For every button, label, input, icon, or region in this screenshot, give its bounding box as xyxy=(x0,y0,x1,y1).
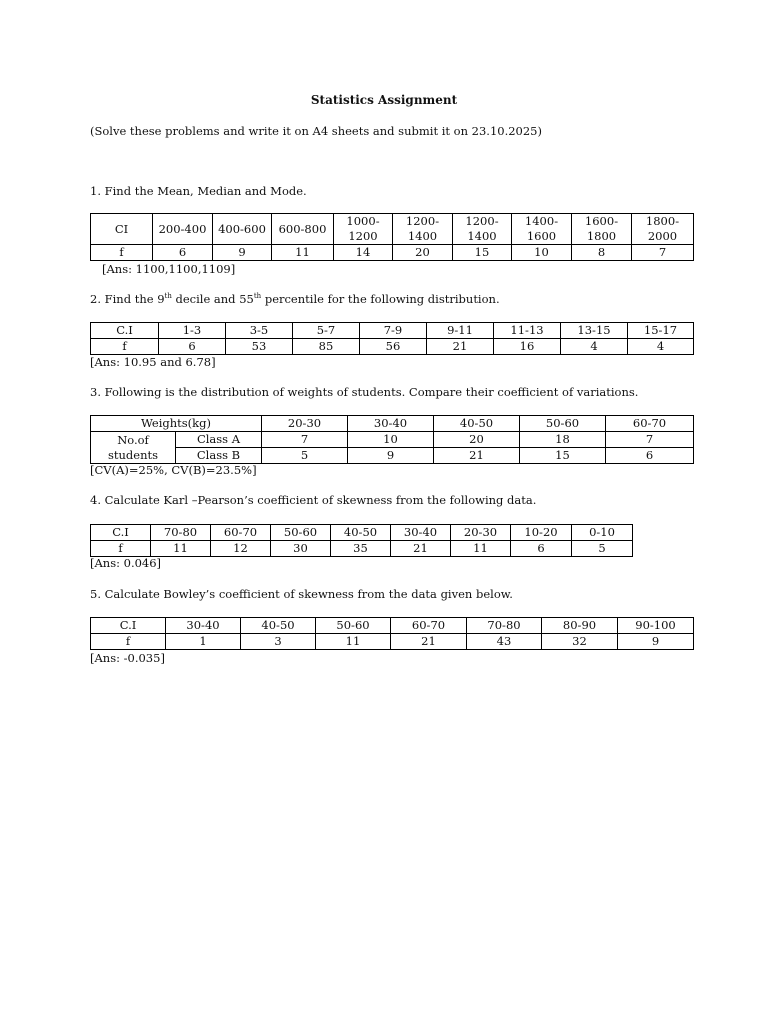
table-header-row xyxy=(91,525,633,541)
table-cell: C.I xyxy=(91,525,151,541)
superscript: th xyxy=(164,292,172,301)
table-cell: 6 xyxy=(511,541,572,557)
table-cell: 4 xyxy=(628,339,694,355)
table-cell: 13-15 xyxy=(561,323,628,339)
question-1-answer: [Ans: 1100,1100,1109] xyxy=(102,262,236,276)
table-cell: 80-90 xyxy=(542,618,618,634)
table-cell: 21 xyxy=(427,339,494,355)
table-cell: 7-9 xyxy=(360,323,427,339)
table-cell xyxy=(453,214,512,245)
table-cell: 5 xyxy=(262,448,348,464)
table-cell: Class B xyxy=(176,448,262,464)
superscript: th xyxy=(253,292,262,301)
table-cell xyxy=(334,214,393,245)
table-cell: CI xyxy=(91,214,153,245)
table-cell: f xyxy=(91,634,166,650)
table-row xyxy=(91,634,694,650)
question-1-table xyxy=(90,213,694,261)
table-cell: 11-13 xyxy=(494,323,561,339)
table-cell: 11 xyxy=(451,541,511,557)
table-cell: 60-70 xyxy=(391,618,467,634)
instruction-text: (Solve these problems and write it on A4 sheets and submit it on 23.10.2025) xyxy=(90,124,542,138)
table-cell: 9 xyxy=(213,245,272,261)
table-cell: 3 xyxy=(241,634,316,650)
table-cell: Class A xyxy=(176,432,262,448)
table-cell: 40-50 xyxy=(331,525,391,541)
table-cell: 5 xyxy=(572,541,633,557)
table-cell: f xyxy=(91,245,153,261)
table-cell: 10-20 xyxy=(511,525,572,541)
table-cell: 9 xyxy=(348,448,434,464)
cell-line: 1800 xyxy=(586,229,617,243)
question-4-answer: [Ans: 0.046] xyxy=(90,556,162,570)
table-cell: 15-17 xyxy=(628,323,694,339)
table-cell xyxy=(393,214,453,245)
table-cell: 10 xyxy=(512,245,572,261)
table-row xyxy=(91,432,694,448)
table-cell: 9-11 xyxy=(427,323,494,339)
table-cell: C.I xyxy=(91,618,166,634)
table-cell: 70-80 xyxy=(151,525,211,541)
table-cell: 20-30 xyxy=(262,416,348,432)
table-cell: 8 xyxy=(572,245,632,261)
table-cell: 85 xyxy=(293,339,360,355)
table-cell: 32 xyxy=(542,634,618,650)
table-cell: 600-800 xyxy=(272,214,334,245)
cell-line: 1400 xyxy=(407,229,438,243)
cell-line: No.of xyxy=(117,432,149,447)
table-cell: 0-10 xyxy=(572,525,633,541)
table-cell: f xyxy=(91,541,151,557)
table-cell: 43 xyxy=(467,634,542,650)
question-1-text: 1. Find the Mean, Median and Mode. xyxy=(90,184,307,198)
question-3-text: 3. Following is the distribution of weights of students. Compare their coefficient of variations. xyxy=(90,385,639,399)
table-cell: 50-60 xyxy=(520,416,606,432)
question-3-answer: [CV(A)=25%, CV(B)=23.5%] xyxy=(90,463,257,477)
question-5-text: 5. Calculate Bowley’s coefficient of skewness from the data given below. xyxy=(90,587,513,601)
question-4-table xyxy=(90,524,633,557)
question-2-table xyxy=(90,322,694,355)
question-2-text xyxy=(90,292,500,306)
table-cell: 15 xyxy=(520,448,606,464)
cell-line: 1200 xyxy=(348,229,378,243)
table-cell: 60-70 xyxy=(211,525,271,541)
table-cell xyxy=(91,432,176,464)
table-row xyxy=(91,448,694,464)
table-header-row xyxy=(91,416,694,432)
table-cell: 7 xyxy=(262,432,348,448)
table-cell: 20 xyxy=(393,245,453,261)
table-cell: 6 xyxy=(606,448,694,464)
table-cell: 16 xyxy=(494,339,561,355)
table-cell: 6 xyxy=(159,339,226,355)
table-row xyxy=(91,339,694,355)
table-cell: Weights(kg) xyxy=(91,416,262,432)
table-cell xyxy=(632,214,694,245)
table-cell: 11 xyxy=(151,541,211,557)
cell-line: 1600- xyxy=(584,214,619,228)
table-header-row xyxy=(91,618,694,634)
table-cell: 1-3 xyxy=(159,323,226,339)
table-cell: 11 xyxy=(316,634,391,650)
table-cell: 6 xyxy=(153,245,213,261)
table-cell: 20-30 xyxy=(451,525,511,541)
cell-line: 1200- xyxy=(465,214,499,228)
table-cell: 11 xyxy=(272,245,334,261)
table-cell: 90-100 xyxy=(618,618,694,634)
table-cell: 7 xyxy=(632,245,694,261)
table-cell: 50-60 xyxy=(316,618,391,634)
table-cell: 35 xyxy=(331,541,391,557)
table-cell: 56 xyxy=(360,339,427,355)
page-title: Statistics Assignment xyxy=(310,93,458,107)
table-cell: C.I xyxy=(91,323,159,339)
table-cell: 21 xyxy=(391,634,467,650)
table-cell: 21 xyxy=(391,541,451,557)
table-cell: 53 xyxy=(226,339,293,355)
table-cell: 20 xyxy=(434,432,520,448)
table-cell: 10 xyxy=(348,432,434,448)
table-cell: 400-600 xyxy=(213,214,272,245)
table-cell: 30-40 xyxy=(391,525,451,541)
table-cell: 60-70 xyxy=(606,416,694,432)
table-cell: 9 xyxy=(618,634,694,650)
question-2-answer: [Ans: 10.95 and 6.78] xyxy=(90,355,216,369)
table-row xyxy=(91,245,694,261)
table-cell: 7 xyxy=(606,432,694,448)
cell-line: students xyxy=(107,447,159,462)
table-header-row xyxy=(91,323,694,339)
text-segment: percentile for the following distribution. xyxy=(261,292,500,306)
question-3-table xyxy=(90,415,694,464)
table-cell: 50-60 xyxy=(271,525,331,541)
cell-line: 1000- xyxy=(346,214,380,228)
table-cell: 15 xyxy=(453,245,512,261)
question-5-table xyxy=(90,617,694,650)
table-cell: 30-40 xyxy=(166,618,241,634)
table-cell: f xyxy=(91,339,159,355)
table-cell: 18 xyxy=(520,432,606,448)
table-cell: 14 xyxy=(334,245,393,261)
table-cell: 40-50 xyxy=(241,618,316,634)
text-segment: 2. Find the 9 xyxy=(90,292,165,306)
table-cell: 200-400 xyxy=(153,214,213,245)
question-4-text: 4. Calculate Karl –Pearson’s coefficient of skewness from the following data. xyxy=(90,493,537,507)
table-cell: 5-7 xyxy=(293,323,360,339)
question-5-answer: [Ans: -0.035] xyxy=(90,651,165,665)
table-cell: 1 xyxy=(166,634,241,650)
table-cell: 4 xyxy=(561,339,628,355)
table-cell: 21 xyxy=(434,448,520,464)
table-cell: 3-5 xyxy=(226,323,293,339)
table-cell: 40-50 xyxy=(434,416,520,432)
cell-line: 1400- xyxy=(524,214,559,228)
cell-line: 2000 xyxy=(647,229,678,243)
table-cell: 70-80 xyxy=(467,618,542,634)
cell-line: 1800- xyxy=(645,214,680,228)
text-segment: decile and 55 xyxy=(171,292,254,306)
table-cell: 12 xyxy=(211,541,271,557)
table-header-row xyxy=(91,214,694,245)
table-row xyxy=(91,541,633,557)
cell-line: 1400 xyxy=(467,229,497,243)
table-cell: 30-40 xyxy=(348,416,434,432)
cell-line: 1200- xyxy=(405,214,440,228)
cell-line: 1600 xyxy=(526,229,557,243)
table-cell xyxy=(512,214,572,245)
table-cell xyxy=(572,214,632,245)
table-cell: 30 xyxy=(271,541,331,557)
